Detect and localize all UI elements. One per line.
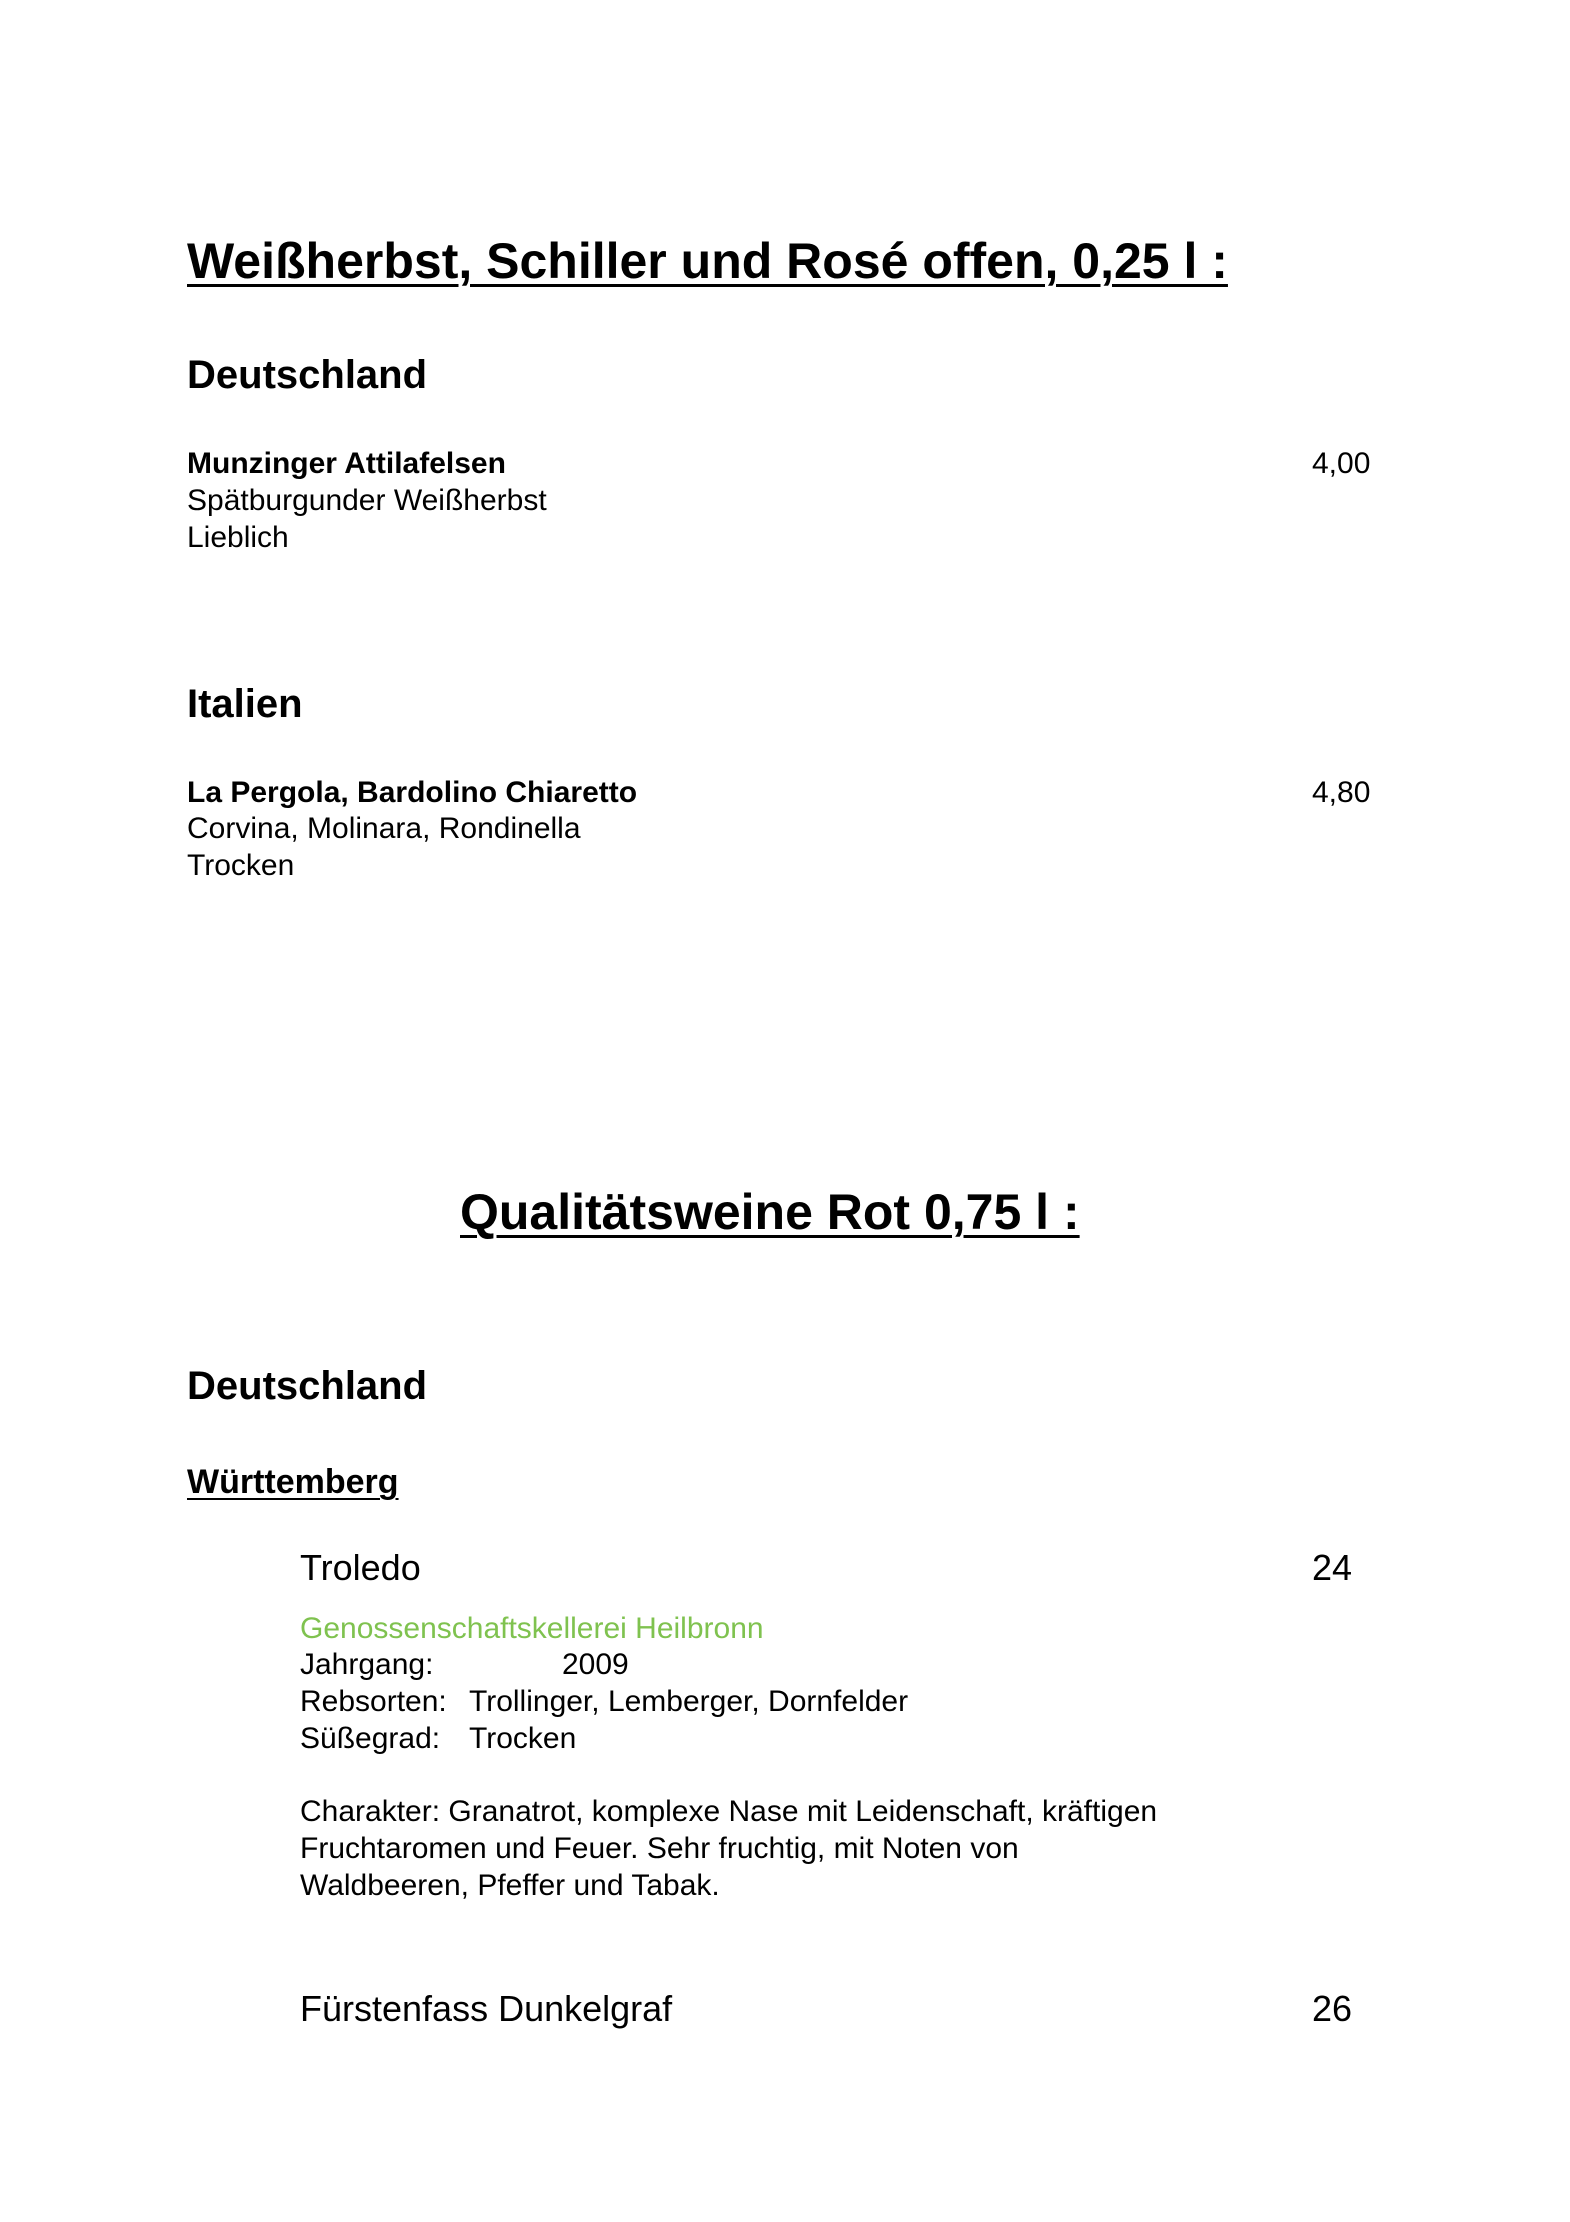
wine-sweetness: Trocken (187, 849, 295, 882)
wine-sweetness: Lieblich (187, 521, 289, 554)
wine-grape: Corvina, Molinara, Rondinella (187, 812, 581, 845)
wine-grape: Spätburgunder Weißherbst (187, 484, 547, 517)
region-heading-deutschland: Deutschland (187, 1364, 428, 1408)
grapes-value: Trollinger, Lemberger, Dornfelder (469, 1685, 909, 1718)
character-line: Fruchtaromen und Feuer. Sehr fruchtig, mit Noten von (300, 1832, 1019, 1865)
section-title-red: Qualitätsweine Rot 0,75 l : (460, 1184, 1080, 1240)
subregion-heading: Württemberg (187, 1463, 399, 1501)
vintage-value: 2009 (562, 1648, 629, 1681)
wine-name: Troledo (300, 1547, 421, 1588)
wine-price: 4,80 (1312, 776, 1371, 809)
region-heading-deutschland: Deutschland (187, 353, 428, 397)
sweetness-value: Trocken (469, 1722, 577, 1755)
vintage-label: Jahrgang: (300, 1648, 434, 1681)
character-line: Charakter: Granatrot, komplexe Nase mit Leidenschaft, kräftigen (300, 1795, 1158, 1828)
wine-price: 24 (1312, 1547, 1353, 1588)
grapes-label: Rebsorten: (300, 1685, 447, 1718)
wine-name: Fürstenfass Dunkelgraf (300, 1988, 673, 2029)
wine-producer: Genossenschaftskellerei Heilbronn (300, 1612, 764, 1645)
region-heading-italien: Italien (187, 682, 303, 726)
wine-price: 4,00 (1312, 447, 1371, 480)
wine-name: Munzinger Attilafelsen (187, 447, 506, 480)
character-line: Waldbeeren, Pfeffer und Tabak. (300, 1869, 720, 1902)
wine-name: La Pergola, Bardolino Chiaretto (187, 776, 638, 809)
section-title-rose: Weißherbst, Schiller und Rosé offen, 0,25 l : (187, 233, 1228, 289)
wine-price: 26 (1312, 1988, 1353, 2029)
sweetness-label: Süßegrad: (300, 1722, 441, 1755)
